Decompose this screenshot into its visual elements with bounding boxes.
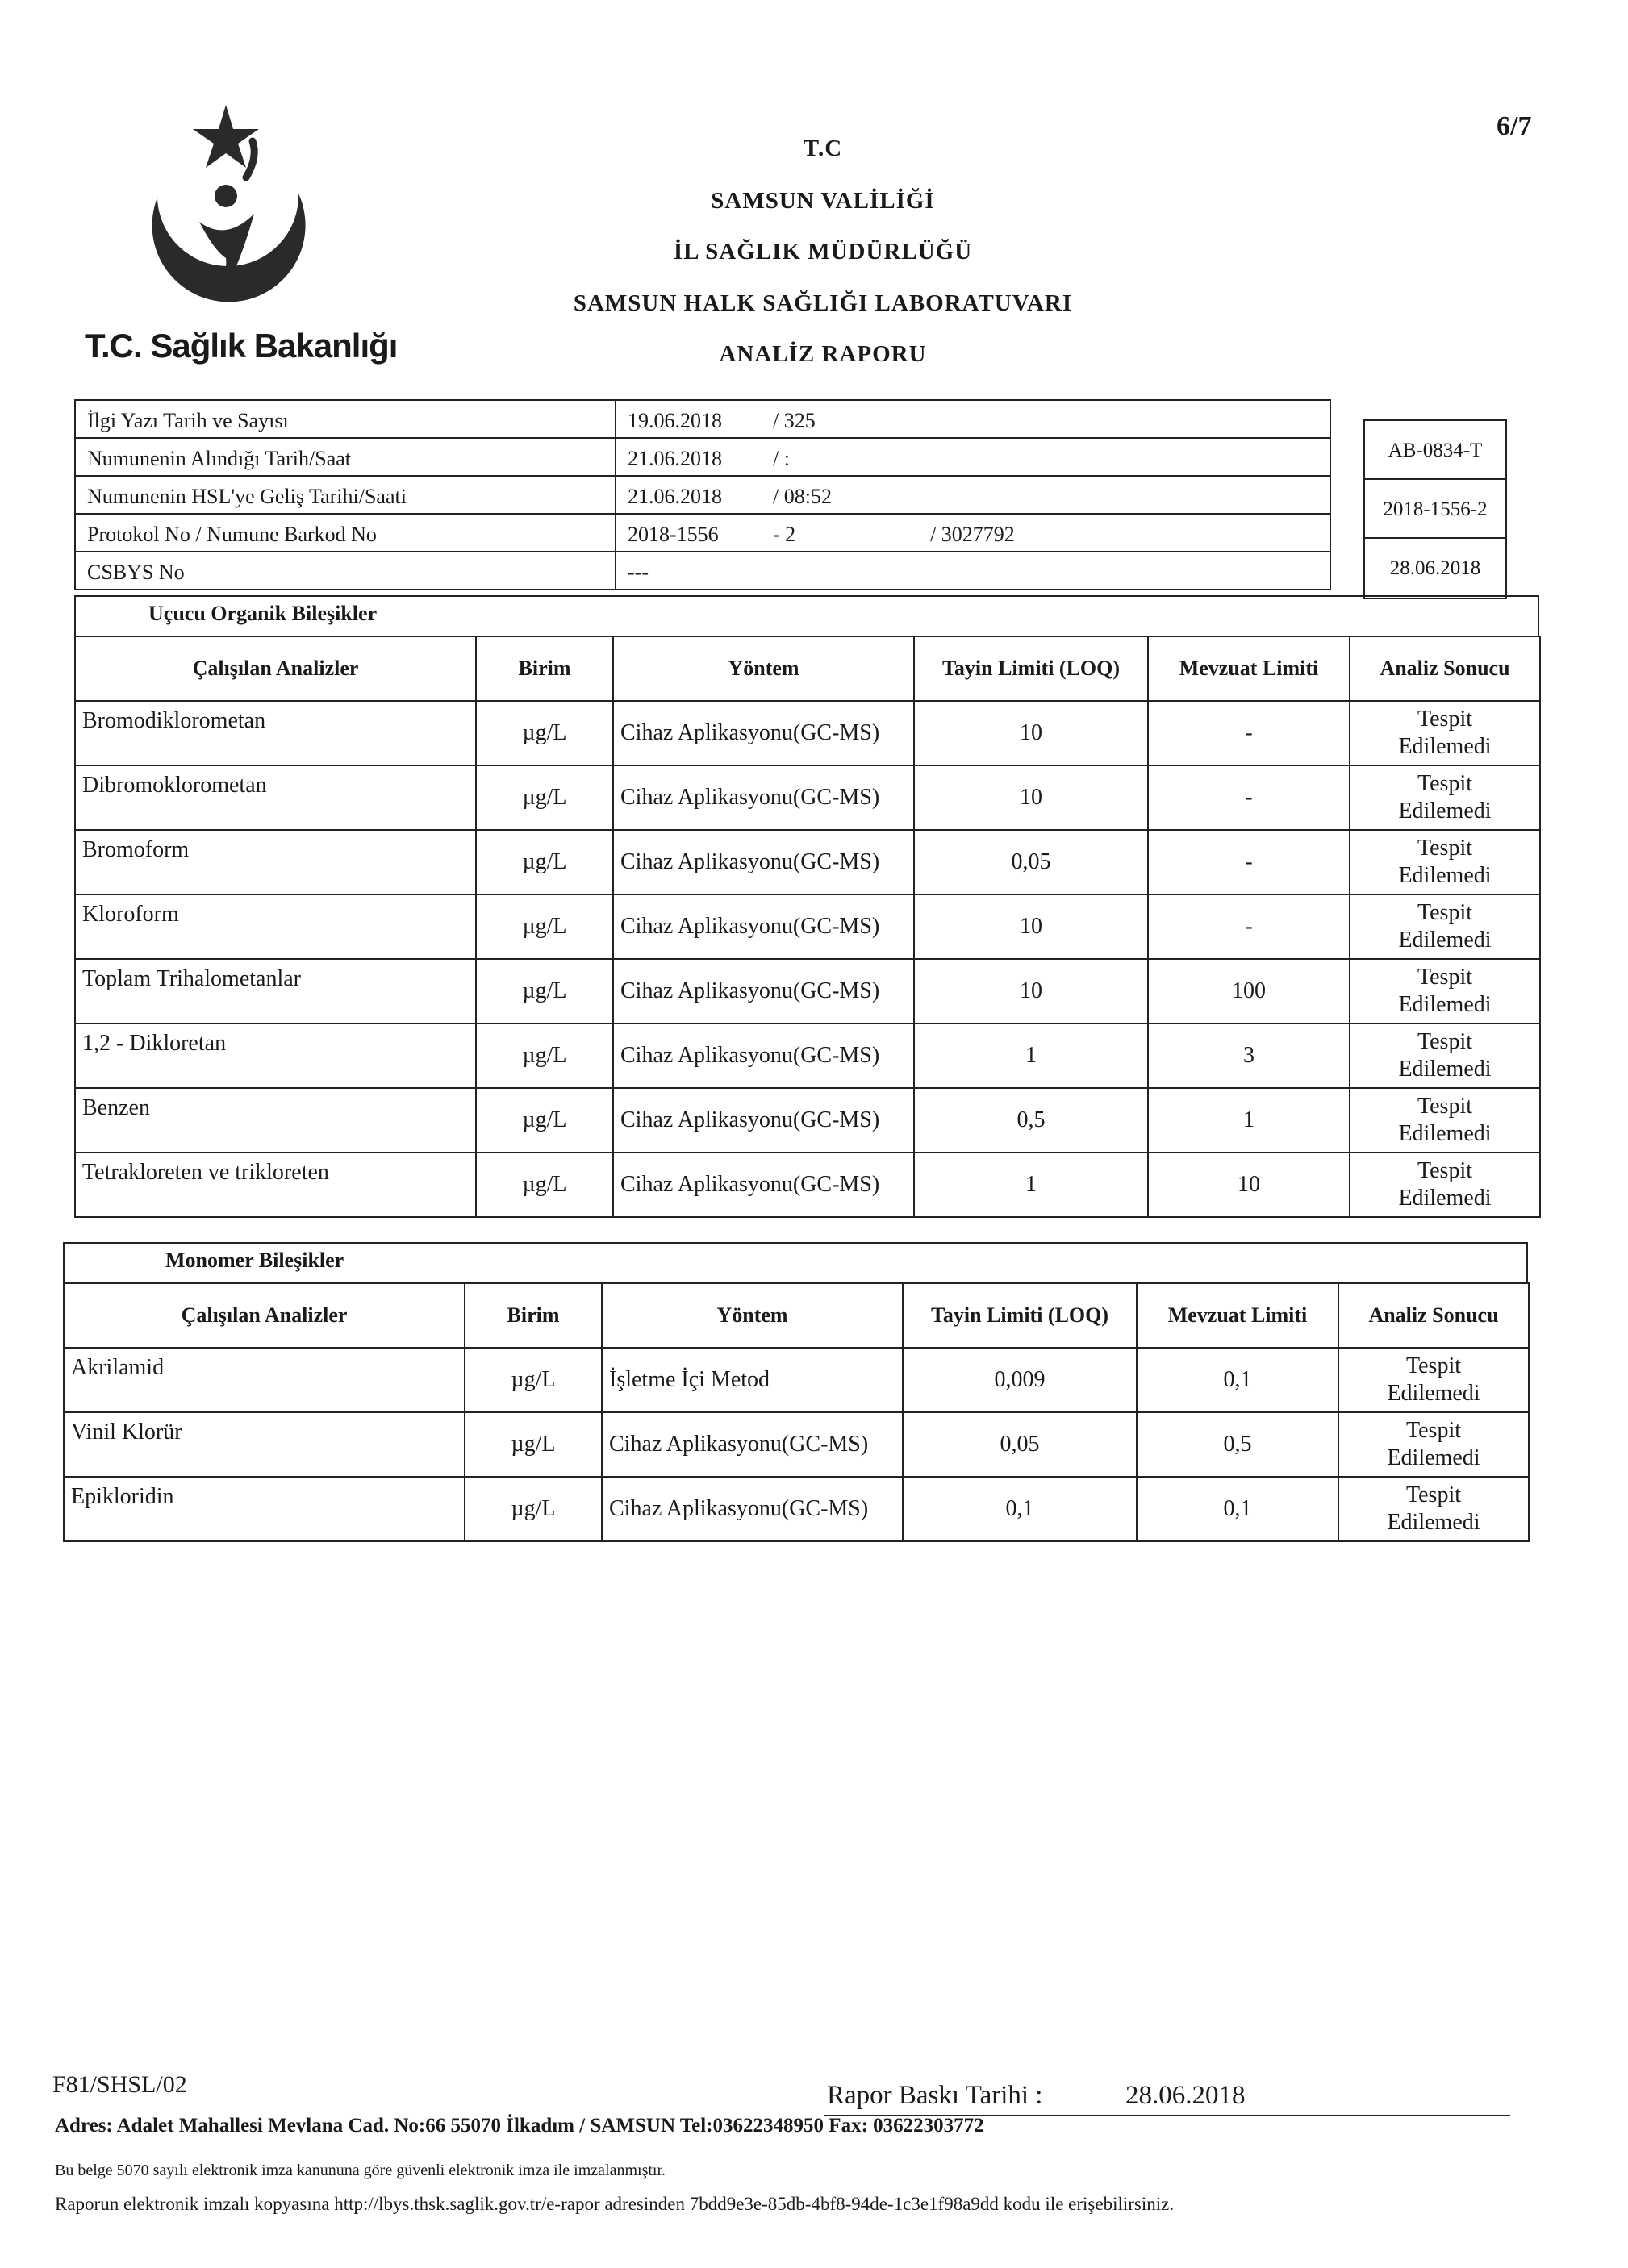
analysis-method: Cihaz Aplikasyonu(GC-MS) [613,1153,914,1217]
col-header-legal-limit: Mevzuat Limiti [1137,1283,1338,1348]
report-title: ANALİZ RAPORU [719,341,927,367]
result-line-2: Edilemedi [1387,1445,1480,1470]
table-row [75,830,1540,894]
analysis-name: Epikloridin [64,1477,465,1541]
info-label: Protokol No / Numune Barkod No [75,514,616,552]
voc-caption: Uçucu Organik Bileşikler [74,595,1539,636]
analysis-legal-limit: - [1148,701,1350,765]
analysis-loq: 0,05 [914,830,1148,894]
analysis-unit: µg/L [476,765,613,830]
star-icon [193,105,259,168]
result-line-1: Tespit [1417,836,1473,861]
table-row [64,1348,1529,1412]
analysis-name: Benzen [75,1088,476,1153]
col-header-unit: Birim [476,636,613,701]
col-header-method: Yöntem [602,1283,903,1348]
header-line-laboratuvar: SAMSUN HALK SAĞLIĞI LABORATUVARI [573,290,1073,316]
info-row [75,476,1330,514]
analysis-unit: µg/L [476,1024,613,1088]
analysis-name: Bromodiklorometan [75,701,476,765]
analysis-result [1350,1088,1540,1153]
result-line-2: Edilemedi [1398,992,1492,1017]
result-line-1: Tespit [1417,1029,1473,1055]
analysis-legal-limit: 0,1 [1137,1477,1338,1541]
analysis-loq: 1 [914,1153,1148,1217]
analysis-legal-limit: 100 [1148,959,1350,1024]
info-row [75,514,1330,552]
result-line-1: Tespit [1405,1353,1462,1379]
analysis-method: Cihaz Aplikasyonu(GC-MS) [613,894,914,959]
result-line-2: Edilemedi [1398,1186,1492,1211]
table-row [75,1024,1540,1088]
analysis-legal-limit: - [1148,894,1350,959]
analysis-loq: 0,009 [903,1348,1137,1412]
info-value: 2018-1556 - 2 / 3027792 [616,514,1330,552]
sample-code: AB-0834-T [1365,421,1505,480]
col-header-loq: Tayin Limiti (LOQ) [903,1283,1137,1348]
table-row [64,1412,1529,1477]
info-label: Numunenin Alındığı Tarih/Saat [75,438,616,476]
col-header-loq: Tayin Limiti (LOQ) [914,636,1148,701]
analysis-result [1350,959,1540,1024]
sample-date: 28.06.2018 [1389,557,1481,579]
info-label: Numunenin HSL'ye Geliş Tarihi/Saati [75,476,616,514]
analysis-name: 1,2 - Dikloretan [75,1024,476,1088]
result-line-2: Edilemedi [1398,1121,1492,1146]
result-line-2: Edilemedi [1398,863,1492,888]
analysis-method: Cihaz Aplikasyonu(GC-MS) [613,701,914,765]
result-line-1: Tespit [1405,1482,1462,1508]
col-header-unit: Birim [465,1283,602,1348]
analysis-result [1338,1412,1529,1477]
analysis-unit: µg/L [465,1348,602,1412]
analysis-loq: 0,05 [903,1412,1137,1477]
analysis-method: Cihaz Aplikasyonu(GC-MS) [613,1088,914,1153]
analysis-result [1350,830,1540,894]
sample-info-table [74,399,1331,590]
analysis-legal-limit: - [1148,765,1350,830]
print-date-label: Rapor Baskı Tarihi : [827,2081,1043,2110]
analysis-method: Cihaz Aplikasyonu(GC-MS) [602,1412,903,1477]
analysis-legal-limit: 0,5 [1137,1412,1338,1477]
print-date-value: 28.06.2018 [1125,2081,1246,2110]
result-line-1: Tespit [1417,1094,1473,1119]
analysis-method: Cihaz Aplikasyonu(GC-MS) [613,959,914,1024]
analysis-result [1350,765,1540,830]
col-header-result: Analiz Sonucu [1338,1283,1529,1348]
col-header-result: Analiz Sonucu [1350,636,1540,701]
sample-id-box [1363,419,1507,599]
result-line-2: Edilemedi [1387,1381,1480,1406]
info-value: --- [616,552,1330,590]
analysis-unit: µg/L [476,1088,613,1153]
analysis-result [1350,894,1540,959]
form-code: F81/SHSL/02 [52,2071,187,2098]
analysis-name: Toplam Trihalometanlar [75,959,476,1024]
analysis-result [1350,701,1540,765]
analysis-legal-limit: 1 [1148,1088,1350,1153]
figure-head-icon [215,185,237,207]
monomer-header-row [64,1283,1529,1348]
header-line-valilik: SAMSUN VALİLİĞİ [711,188,935,214]
verify-note: Raporun elektronik imzalı kopyasına http://lbys.thsk.saglik.gov.tr/e-rapor adresinden 7bdd9e3e-85db-4bf8-94de-1c3e1f98a9dd kodu ile erişebilirsiniz. [55,2194,1175,2214]
analysis-unit: µg/L [476,701,613,765]
analysis-method: Cihaz Aplikasyonu(GC-MS) [613,830,914,894]
analysis-method: Cihaz Aplikasyonu(GC-MS) [613,1024,914,1088]
info-label: İlgi Yazı Tarih ve Sayısı [75,400,616,438]
analysis-name: Tetrakloreten ve trikloreten [75,1153,476,1217]
analysis-loq: 1 [914,1024,1148,1088]
table-row [75,701,1540,765]
result-line-1: Tespit [1405,1418,1462,1444]
info-label: CSBYS No [75,552,616,590]
logo-text: T.C. Sağlık Bakanlığı [85,327,398,365]
result-line-1: Tespit [1417,771,1473,797]
analysis-legal-limit: 0,1 [1137,1348,1338,1412]
voc-header-row [75,636,1540,701]
analysis-result [1338,1477,1529,1541]
analysis-legal-limit: - [1148,830,1350,894]
page-number: 6/7 [1497,111,1532,141]
header-line-tc: T.C [803,135,843,161]
sample-protocol: 2018-1556-2 [1365,480,1505,539]
info-row [75,400,1330,438]
table-row [75,894,1540,959]
result-line-1: Tespit [1417,1158,1473,1184]
voc-table [74,636,1541,1218]
analysis-result [1350,1153,1540,1217]
analysis-loq: 10 [914,701,1148,765]
analysis-loq: 10 [914,959,1148,1024]
analysis-name: Kloroform [75,894,476,959]
analysis-name: Akrilamid [64,1348,465,1412]
analysis-name: Vinil Klorür [64,1412,465,1477]
result-line-2: Edilemedi [1398,928,1492,953]
col-header-analysis: Çalışılan Analizler [75,636,476,701]
lab-address: Adres: Adalet Mahallesi Mevlana Cad. No:66 55070 İlkadım / SAMSUN Tel:03622348950 Fax: 03622303772 [55,2115,984,2137]
result-line-2: Edilemedi [1398,734,1492,759]
result-line-2: Edilemedi [1398,1057,1492,1082]
analysis-result [1350,1024,1540,1088]
result-line-1: Tespit [1417,965,1473,990]
result-line-1: Tespit [1417,707,1473,732]
analysis-unit: µg/L [476,894,613,959]
info-row [75,552,1330,590]
table-row [75,959,1540,1024]
monomer-table [63,1282,1530,1542]
analysis-loq: 10 [914,765,1148,830]
analysis-method: Cihaz Aplikasyonu(GC-MS) [602,1477,903,1541]
analysis-unit: µg/L [476,959,613,1024]
analysis-unit: µg/L [476,1153,613,1217]
analysis-loq: 0,5 [914,1088,1148,1153]
info-value: 21.06.2018 / : [616,438,1330,476]
analysis-loq: 10 [914,894,1148,959]
analysis-unit: µg/L [476,830,613,894]
info-value: 19.06.2018 / 325 [616,400,1330,438]
info-value: 21.06.2018 / 08:52 [616,476,1330,514]
analysis-name: Bromoform [75,830,476,894]
header-line-mudurluk: İL SAĞLIK MÜDÜRLÜĞÜ [673,239,973,265]
analysis-legal-limit: 3 [1148,1024,1350,1088]
analysis-legal-limit: 10 [1148,1153,1350,1217]
info-row [75,438,1330,476]
analysis-unit: µg/L [465,1477,602,1541]
table-row [75,1153,1540,1217]
analysis-unit: µg/L [465,1412,602,1477]
analysis-name: Dibromoklorometan [75,765,476,830]
table-row [75,1088,1540,1153]
table-row [64,1477,1529,1541]
col-header-method: Yöntem [613,636,914,701]
result-line-2: Edilemedi [1398,798,1492,823]
analysis-method: Cihaz Aplikasyonu(GC-MS) [613,765,914,830]
table-row [75,765,1540,830]
esign-note: Bu belge 5070 sayılı elektronik imza kanununa göre güvenli elektronik imza ile imzalanmıştır. [55,2162,666,2179]
col-header-analysis: Çalışılan Analizler [64,1283,465,1348]
analysis-result [1338,1348,1529,1412]
ministry-logo [125,101,327,343]
result-line-1: Tespit [1417,900,1473,926]
analysis-method: İşletme İçi Metod [602,1348,903,1412]
monomer-caption: Monomer Bileşikler [63,1242,1528,1282]
analysis-loq: 0,1 [903,1477,1137,1541]
result-line-2: Edilemedi [1387,1510,1480,1535]
col-header-legal-limit: Mevzuat Limiti [1148,636,1350,701]
